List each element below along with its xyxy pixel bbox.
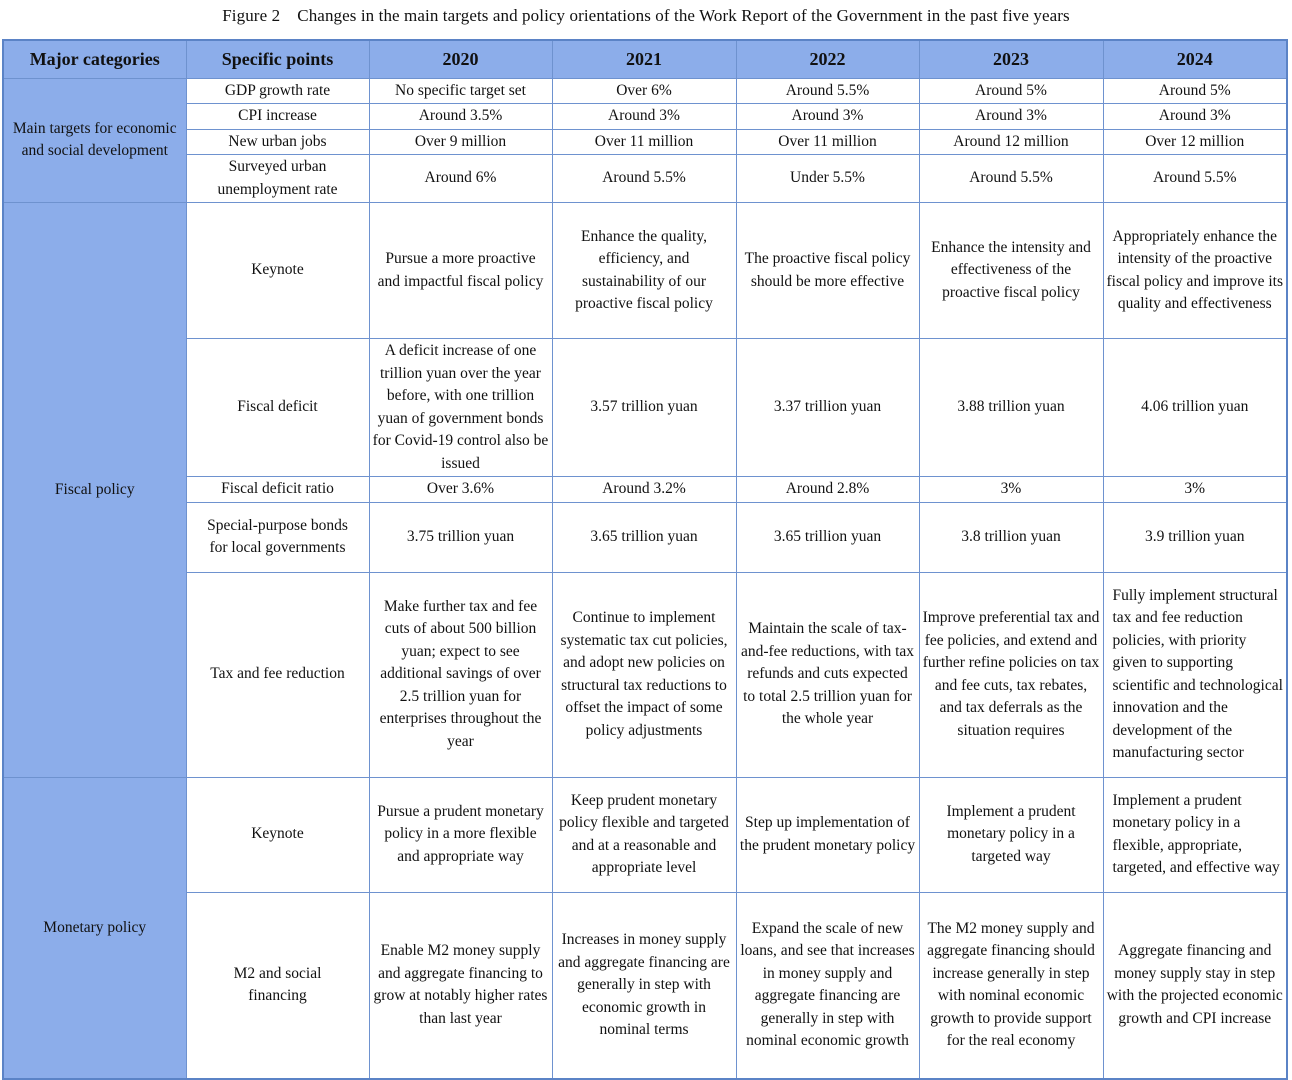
value-cell: Continue to implement systematic tax cut policies, and adopt new policies on structural tax reductions to offset the impact of some policy adjustments — [552, 572, 736, 777]
value-cell: Around 5% — [919, 78, 1103, 104]
value-cell: 3.65 trillion yuan — [736, 502, 919, 572]
value-cell: Over 3.6% — [369, 477, 552, 503]
value-cell: Around 6% — [369, 155, 552, 203]
value-cell: Over 9 million — [369, 129, 552, 155]
value-cell: 3.57 trillion yuan — [552, 339, 736, 477]
value-cell: A deficit increase of one trillion yuan over the year before, with one trillion yuan of government bonds for Covid-19 control also be issued — [369, 339, 552, 477]
value-cell: 3.88 trillion yuan — [919, 339, 1103, 477]
header-cell: 2020 — [369, 40, 552, 78]
table-row — [3, 477, 1287, 503]
value-cell: Make further tax and fee cuts of about 500 billion yuan; expect to see additional savings of over 2.5 trillion yuan for enterprises throughout the year — [369, 572, 552, 777]
header-cell: 2024 — [1103, 40, 1287, 78]
value-cell: Implement a prudent monetary policy in a flexible, appropriate, targeted, and effective way — [1103, 777, 1287, 892]
value-cell: Around 3.2% — [552, 477, 736, 503]
category-fiscal-policy: Fiscal policy — [3, 203, 186, 778]
value-cell: Around 5.5% — [552, 155, 736, 203]
value-cell: Aggregate financing and money supply stay in step with the projected economic growth and CPI increase — [1103, 892, 1287, 1079]
value-cell: Around 5.5% — [1103, 155, 1287, 203]
header-row — [3, 40, 1287, 78]
value-cell: 3.75 trillion yuan — [369, 502, 552, 572]
table-row — [3, 155, 1287, 203]
table-row — [3, 339, 1287, 477]
value-cell: Around 3% — [1103, 104, 1287, 130]
point-cell: Fiscal deficit ratio — [186, 477, 369, 503]
value-cell: 3% — [919, 477, 1103, 503]
point-cell: New urban jobs — [186, 129, 369, 155]
policy-table — [2, 39, 1288, 1080]
value-cell: Around 3.5% — [369, 104, 552, 130]
value-cell: Over 6% — [552, 78, 736, 104]
point-cell: Fiscal deficit — [186, 339, 369, 477]
figure-caption: Figure 2 Changes in the main targets and policy orientations of the Work Report of the Government in the past five years — [222, 6, 1070, 25]
value-cell: Around 12 million — [919, 129, 1103, 155]
value-cell: The M2 money supply and aggregate financing should increase generally in step with nominal economic growth to provide support for the real economy — [919, 892, 1103, 1079]
category-main-targets: Main targets for economic and social development — [3, 78, 186, 203]
header-cell: Major categories — [3, 40, 186, 78]
value-cell: Enable M2 money supply and aggregate financing to grow at notably higher rates than last year — [369, 892, 552, 1079]
point-cell: Keynote — [186, 777, 369, 892]
point-cell: Tax and fee reduction — [186, 572, 369, 777]
point-cell: Keynote — [186, 203, 369, 339]
table-row — [3, 78, 1287, 104]
value-cell: The proactive fiscal policy should be more effective — [736, 203, 919, 339]
value-cell: Under 5.5% — [736, 155, 919, 203]
value-cell: 3.9 trillion yuan — [1103, 502, 1287, 572]
value-cell: Around 3% — [552, 104, 736, 130]
value-cell: 3.8 trillion yuan — [919, 502, 1103, 572]
point-cell: CPI increase — [186, 104, 369, 130]
value-cell: Pursue a more proactive and impactful fiscal policy — [369, 203, 552, 339]
value-cell: No specific target set — [369, 78, 552, 104]
category-monetary-policy: Monetary policy — [3, 777, 186, 1079]
value-cell: Expand the scale of new loans, and see that increases in money supply and aggregate financing are generally in step with nominal economic growth — [736, 892, 919, 1079]
value-cell: Enhance the intensity and effectiveness of the proactive fiscal policy — [919, 203, 1103, 339]
table-row — [3, 572, 1287, 777]
value-cell: Maintain the scale of tax-and-fee reductions, with tax refunds and cuts expected to total 2.5 trillion yuan for the whole year — [736, 572, 919, 777]
table-row — [3, 777, 1287, 892]
table-row — [3, 892, 1287, 1079]
value-cell: Keep prudent monetary policy flexible and targeted and at a reasonable and appropriate level — [552, 777, 736, 892]
value-cell: Pursue a prudent monetary policy in a more flexible and appropriate way — [369, 777, 552, 892]
point-cell: Special-purpose bonds for local governments — [186, 502, 369, 572]
point-cell: M2 and social financing — [186, 892, 369, 1079]
table-row — [3, 203, 1287, 339]
table-row — [3, 129, 1287, 155]
value-cell: Implement a prudent monetary policy in a targeted way — [919, 777, 1103, 892]
value-cell: Enhance the quality, efficiency, and sustainability of our proactive fiscal policy — [552, 203, 736, 339]
value-cell: Around 3% — [736, 104, 919, 130]
value-cell: Around 3% — [919, 104, 1103, 130]
table-row — [3, 502, 1287, 572]
value-cell: 4.06 trillion yuan — [1103, 339, 1287, 477]
value-cell: Fully implement structural tax and fee reduction policies, with priority given to supporting scientific and technological innovation and the development of the manufacturing sector — [1103, 572, 1287, 777]
value-cell: 3% — [1103, 477, 1287, 503]
value-cell: Around 5.5% — [919, 155, 1103, 203]
value-cell: Around 2.8% — [736, 477, 919, 503]
header-cell: 2021 — [552, 40, 736, 78]
header-cell: 2023 — [919, 40, 1103, 78]
value-cell: Over 11 million — [552, 129, 736, 155]
point-cell: Surveyed urban unemployment rate — [186, 155, 369, 203]
value-cell: Appropriately enhance the intensity of the proactive fiscal policy and improve its quality and effectiveness — [1103, 203, 1287, 339]
value-cell: Step up implementation of the prudent monetary policy — [736, 777, 919, 892]
value-cell: Around 5% — [1103, 78, 1287, 104]
value-cell: Around 5.5% — [736, 78, 919, 104]
header-cell: Specific points — [186, 40, 369, 78]
point-cell: GDP growth rate — [186, 78, 369, 104]
value-cell: Over 11 million — [736, 129, 919, 155]
value-cell: Over 12 million — [1103, 129, 1287, 155]
value-cell: Increases in money supply and aggregate financing are generally in step with economic growth in nominal terms — [552, 892, 736, 1079]
value-cell: Improve preferential tax and fee policies, and extend and further refine policies on tax and fee cuts, tax rebates, and tax deferrals as the situation requires — [919, 572, 1103, 777]
header-cell: 2022 — [736, 40, 919, 78]
table-row — [3, 104, 1287, 130]
value-cell: 3.65 trillion yuan — [552, 502, 736, 572]
value-cell: 3.37 trillion yuan — [736, 339, 919, 477]
